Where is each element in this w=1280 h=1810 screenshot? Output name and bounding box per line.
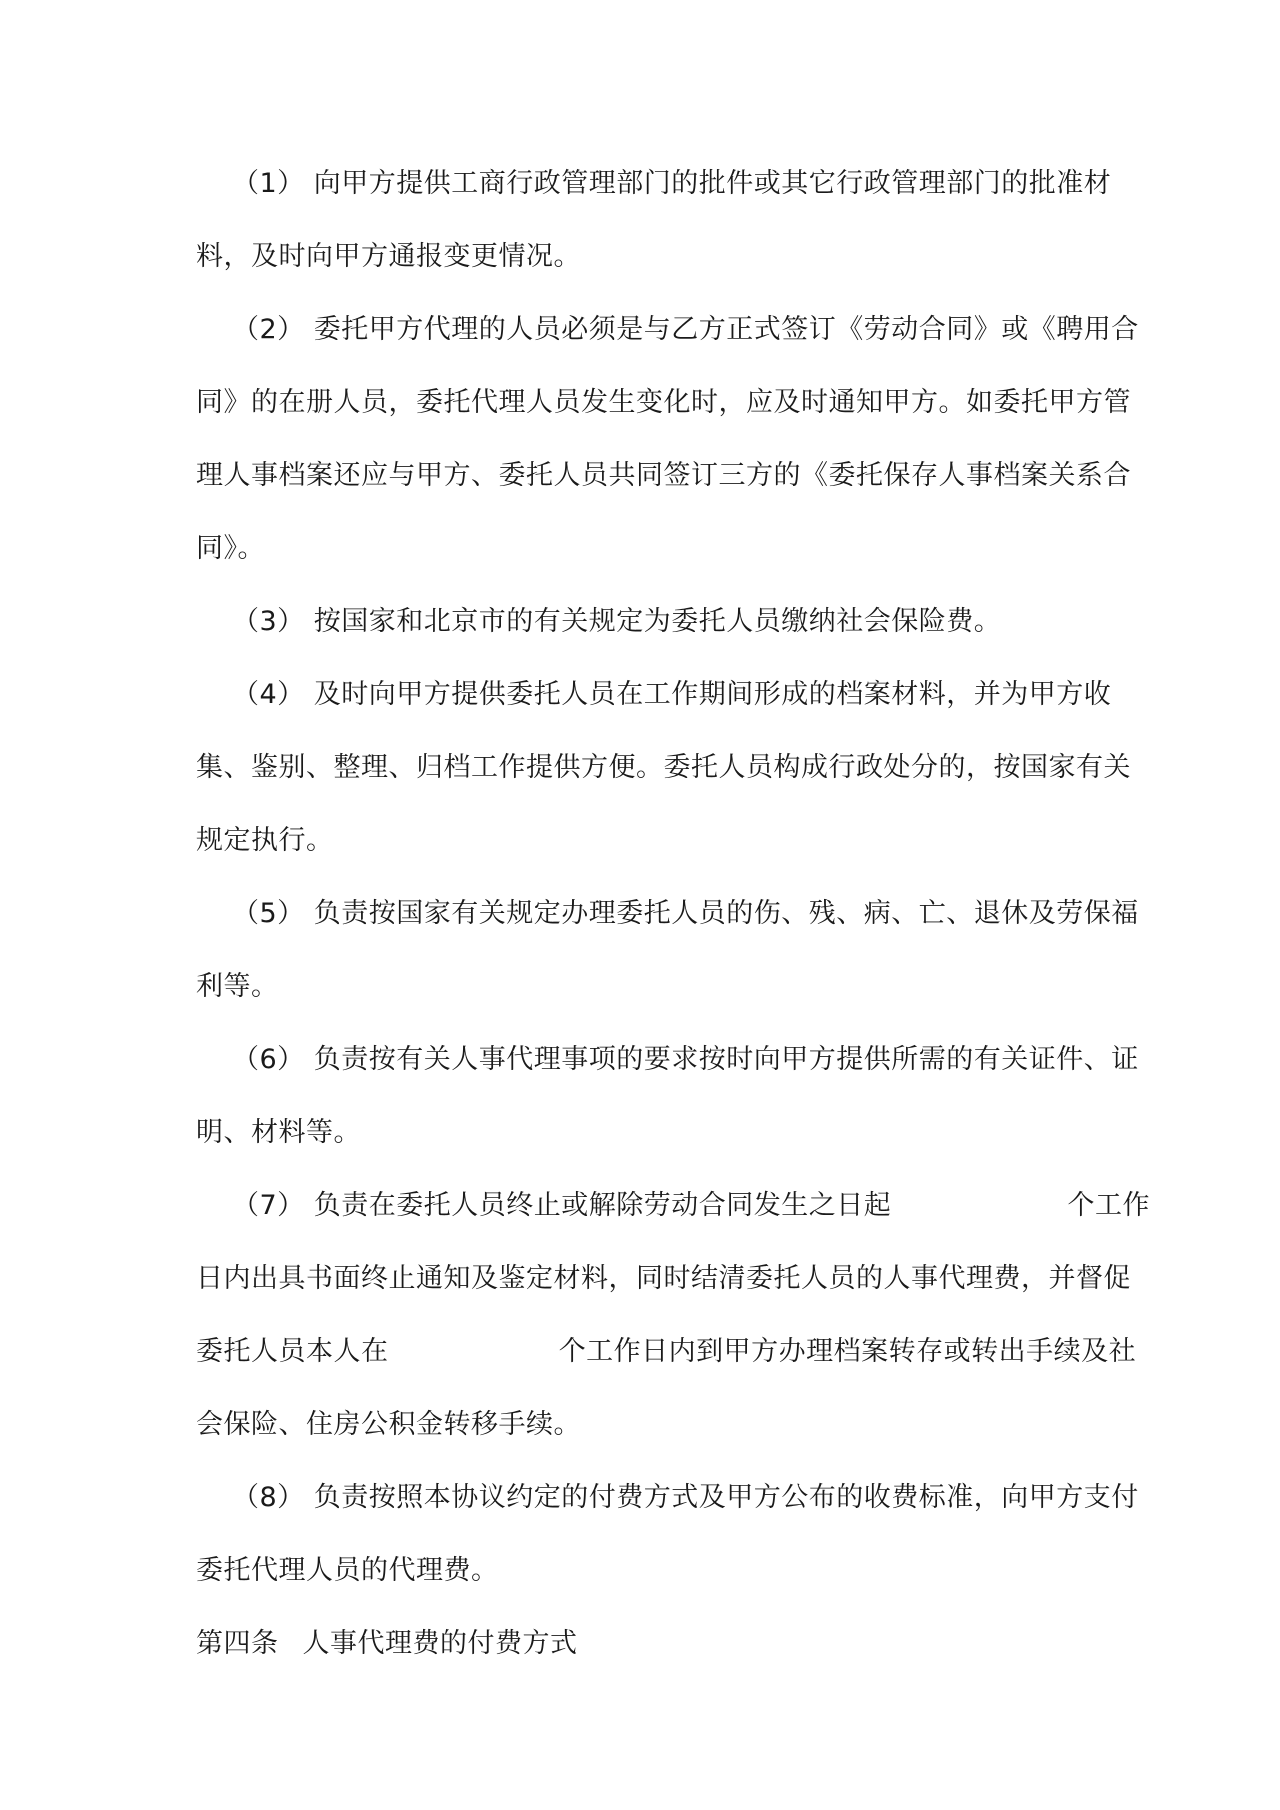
- article-heading: [196, 1624, 1076, 1664]
- article-title: 人事代理费的付费方式: [302, 1628, 578, 1659]
- clause-2-line-2: 同》的在册人员，委托代理人员发生变化时，应及时通知甲方。如委托甲方管: [196, 387, 1131, 418]
- clause-6-line-2: 明、材料等。: [196, 1117, 361, 1148]
- clause-4-line-1: （4） 及时向甲方提供委托人员在工作期间形成的档案材料，并为甲方收: [232, 679, 1112, 710]
- clause-7-text-after-blank: 个工作: [1067, 1190, 1150, 1221]
- clause-1-line-1: （1） 向甲方提供工商行政管理部门的批件或其它行政管理部门的批准材: [232, 168, 1112, 199]
- clause-3-line-1: （3） 按国家和北京市的有关规定为委托人员缴纳社会保险费。: [232, 606, 1002, 637]
- clause-8-line-2: 委托代理人员的代理费。: [196, 1555, 499, 1586]
- clause-4-line-2: 集、鉴别、整理、归档工作提供方便。委托人员构成行政处分的，按国家有关: [196, 752, 1131, 783]
- clause-7-line-1: [232, 1186, 1150, 1226]
- clause-8-line-1: （8） 负责按照本协议约定的付费方式及甲方公布的收费标准，向甲方支付: [232, 1482, 1139, 1513]
- clause-7-line-4: 会保险、住房公积金转移手续。: [196, 1409, 581, 1440]
- clause-6-line-1: （6） 负责按有关人事代理事项的要求按时向甲方提供所需的有关证件、证: [232, 1044, 1139, 1075]
- clause-2-line-4: 同》。: [196, 533, 265, 564]
- clause-7-line-3: [196, 1332, 1137, 1372]
- clause-4-line-3: 规定执行。: [196, 825, 334, 856]
- clause-2-line-3: 理人事档案还应与甲方、委托人员共同签订三方的《委托保存人事档案关系合: [196, 460, 1131, 491]
- clause-7-line-3-after-blank: 个工作日内到甲方办理档案转存或转出手续及社: [558, 1336, 1137, 1367]
- clause-2-line-1: （2） 委托甲方代理的人员必须是与乙方正式签订《劳动合同》或《聘用合: [232, 314, 1139, 345]
- clause-7-line-3-before-blank: 委托人员本人在: [196, 1336, 389, 1367]
- clause-7-text-before-blank: （7） 负责在委托人员终止或解除劳动合同发生之日起: [232, 1190, 892, 1221]
- clause-1-line-2: 料，及时向甲方通报变更情况。: [196, 241, 581, 272]
- clause-5-line-2: 利等。: [196, 971, 279, 1002]
- clause-5-line-1: （5） 负责按国家有关规定办理委托人员的伤、残、病、亡、退休及劳保福: [232, 898, 1139, 929]
- clause-7-line-2: 日内出具书面终止通知及鉴定材料，同时结清委托人员的人事代理费，并督促: [196, 1263, 1131, 1294]
- article-number: 第四条: [196, 1628, 279, 1659]
